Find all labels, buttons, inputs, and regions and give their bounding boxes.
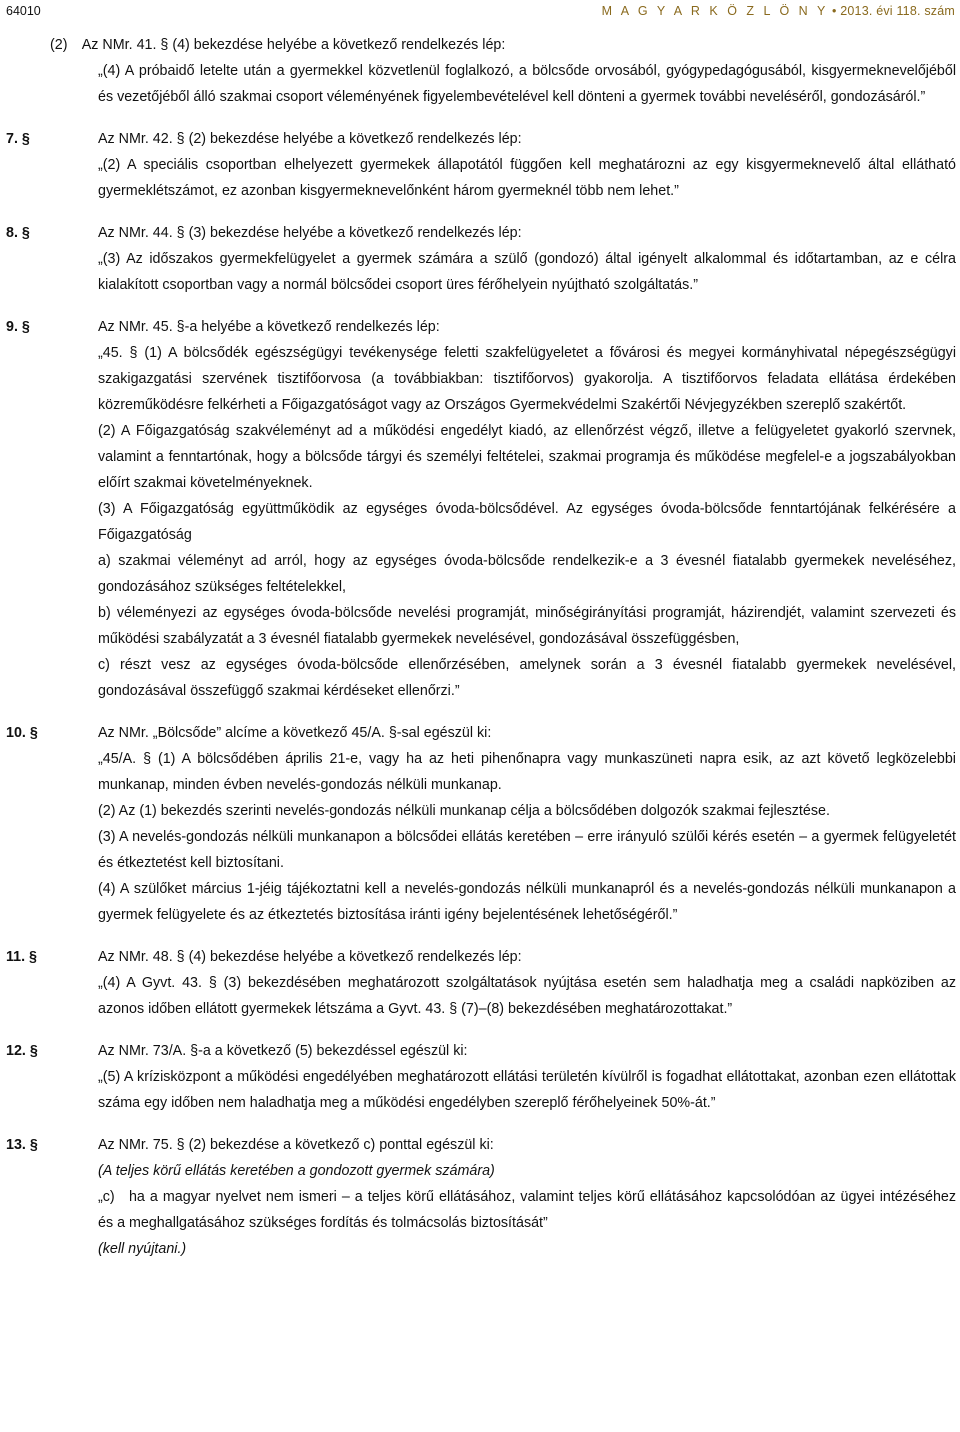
magazine-name: M A G Y A R K Ö Z L Ö N Y bbox=[601, 4, 829, 18]
section-para: (4) A szülőket március 1-jéig tájékoztatni kell a nevelés-gondozás nélküli munkanapról és a nevelés-gondozás nélküli munkanapon a gyermek felügyelete és az étkeztetés biztosítása iránti igény bejelentésének lehetőségéről.” bbox=[98, 881, 956, 923]
issue-label: 2013. évi 118. szám bbox=[840, 4, 955, 18]
section-para: c) részt vesz az egységes óvoda-bölcsőde ellenőrzésében, amelynek során a 3 évesnél fiatalabb gyermekek nevelésével, gondozásával összefüggő szakmai kérdéseket ellenőrzi.” bbox=[98, 657, 956, 699]
section-intro: Az NMr. 42. § (2) bekezdése helyébe a következő rendelkezés lép: bbox=[98, 131, 522, 147]
section-10 bbox=[0, 720, 960, 928]
section-intro: Az NMr. 75. § (2) bekezdése a következő c) ponttal egészül ki: bbox=[98, 1137, 494, 1153]
section-para: (3) A Főigazgatóság együttműködik az egységes óvoda-bölcsődével. Az egységes óvoda-bölcsőde fenntartójának felkérésére a Főigazgatóság bbox=[98, 501, 956, 543]
section-number: 7. § bbox=[6, 131, 30, 147]
section-para: b) véleményezi az egységes óvoda-bölcsőde nevelési programját, minőségirányítási programját, házirendjét, valamint szervezeti és működési szabályzatát a 3 évesnél fiatalabb gyermekek nevelésével, gondozásával összefüggésben, bbox=[98, 605, 956, 647]
section-para: „(5) A krízisközpont a működési engedélyében meghatározott ellátási területén kívülről is fogadhat ellátottakat, azonban ezen ellátottak száma egy időben nem haladhatja meg a működési engedélyben szereplő férőhelyeinek 50%-át.” bbox=[98, 1069, 956, 1111]
section-intro: Az NMr. „Bölcsőde” alcíme a következő 45/A. §-sal egészül ki: bbox=[98, 725, 492, 741]
section-para: „(2) A speciális csoportban elhelyezett gyermekek állapotától függően kell meghatározni az egy kisgyermeknevelő által ellátható gyermeklétszámot, ez azonban kisgyermeknevelőnként három gyermeknél több nem lehet.” bbox=[98, 157, 956, 199]
document-body bbox=[0, 32, 960, 1262]
section-number: 8. § bbox=[6, 225, 30, 241]
section-para: „(3) Az időszakos gyermekfelügyelet a gyermek számára a szülő (gondozó) által igényelt alkalommal és időtartamban, az e célra kialakított csoportban vagy a normál bölcsődei csoport üres férőhelyein nyújtható szolgáltatás.” bbox=[98, 251, 956, 293]
section-intro: Az NMr. 45. §-a helyébe a következő rendelkezés lép: bbox=[98, 319, 440, 335]
page-header bbox=[0, 0, 960, 24]
section-2-continuation bbox=[0, 32, 960, 110]
section-9 bbox=[0, 314, 960, 704]
section-13 bbox=[0, 1132, 960, 1262]
section-italic-note: (kell nyújtani.) bbox=[98, 1241, 187, 1257]
section-para: a) szakmai véleményt ad arról, hogy az egységes óvoda-bölcsőde rendelkezik-e a 3 évesnél fiatalabb gyermekek neveléséhez, gondozásához szükséges feltételekkel, bbox=[98, 553, 956, 595]
section-11 bbox=[0, 944, 960, 1022]
page-number: 64010 bbox=[6, 4, 41, 18]
section-8 bbox=[0, 220, 960, 298]
section-intro: Az NMr. 73/A. §-a a következő (5) bekezdéssel egészül ki: bbox=[98, 1043, 468, 1059]
header-title bbox=[602, 4, 955, 18]
section-number: 12. § bbox=[6, 1043, 38, 1059]
section-number: 13. § bbox=[6, 1137, 38, 1153]
section-number: 10. § bbox=[6, 725, 38, 741]
section-12 bbox=[0, 1038, 960, 1116]
section-intro: (2) Az NMr. 41. § (4) bekezdése helyébe a következő rendelkezés lép: bbox=[50, 37, 506, 53]
section-para: (2) A Főigazgatóság szakvéleményt ad a működési engedélyt kiadó, az ellenőrzést végző, illetve a felügyeletet gyakorló szervnek, valamint a fenntartónak, hogy a bölcsőde tárgyi és személyi feltételei, szakmai programja és működése megfelel-e a jogszabályokban előírt szakmai követelményeknek. bbox=[98, 423, 956, 491]
section-number: 9. § bbox=[6, 319, 30, 335]
section-italic-note: (A teljes körű ellátás keretében a gondozott gyermek számára) bbox=[98, 1163, 495, 1179]
section-para: „c) ha a magyar nyelvet nem ismeri – a teljes körű ellátásához, valamint teljes körű ellátásához kapcsolódóan az ügyei intézéséhez és a meghallgatásához szükséges fordítás és tolmácsolás biztosítását” bbox=[98, 1189, 956, 1231]
header-bullet: • bbox=[831, 4, 837, 18]
section-intro: Az NMr. 44. § (3) bekezdése helyébe a következő rendelkezés lép: bbox=[98, 225, 522, 241]
section-para: (3) A nevelés-gondozás nélküli munkanapon a bölcsődei ellátás keretében – erre irányuló szülői kérés esetén – a gyermek felügyeletét és étkeztetést kell biztosítani. bbox=[98, 829, 956, 871]
section-intro: Az NMr. 48. § (4) bekezdése helyébe a következő rendelkezés lép: bbox=[98, 949, 522, 965]
section-para: „45. § (1) A bölcsődék egészségügyi tevékenysége feletti szakfelügyeletet a fővárosi és megyei kormányhivatal népegészségügyi szakigazgatási szervének tisztifőorvosa (a továbbiakban: tisztifőorvos) gyakorolja. A tisztifőorvos feladata ellátása érdekében közreműködésre felkérheti a Főigazgatóságot vagy az Országos Gyermekvédelmi Szakértői Névjegyzékben szereplő szakértőt. bbox=[98, 345, 956, 413]
section-number: 11. § bbox=[6, 949, 38, 965]
section-7 bbox=[0, 126, 960, 204]
section-para: (2) Az (1) bekezdés szerinti nevelés-gondozás nélküli munkanap célja a bölcsődében dolgozók szakmai fejlesztése. bbox=[98, 803, 830, 819]
section-para: „45/A. § (1) A bölcsődében április 21-e, vagy ha az heti pihenőnapra vagy munkaszüneti napra esik, az azt követő legközelebbi munkanap, minden évben nevelés-gondozás nélküli munkanap. bbox=[98, 751, 956, 793]
section-para: „(4) A próbaidő letelte után a gyermekkel közvetlenül foglalkozó, a bölcsőde orvosából, gyógypedagógusából, kisgyermeknevelőjéből és vezetőjéből álló szakmai csoport véleményének figyelembevételével kell dönteni a gyermek további neveléséről, gondozásáról.” bbox=[98, 63, 956, 105]
section-para: „(4) A Gyvt. 43. § (3) bekezdésében meghatározott szolgáltatások nyújtása esetén sem haladhatja meg a családi napköziben az azonos időben ellátott gyermekek létszáma a Gyvt. 43. § (7)–(8) bekezdésében meghatározottakat.” bbox=[98, 975, 956, 1017]
